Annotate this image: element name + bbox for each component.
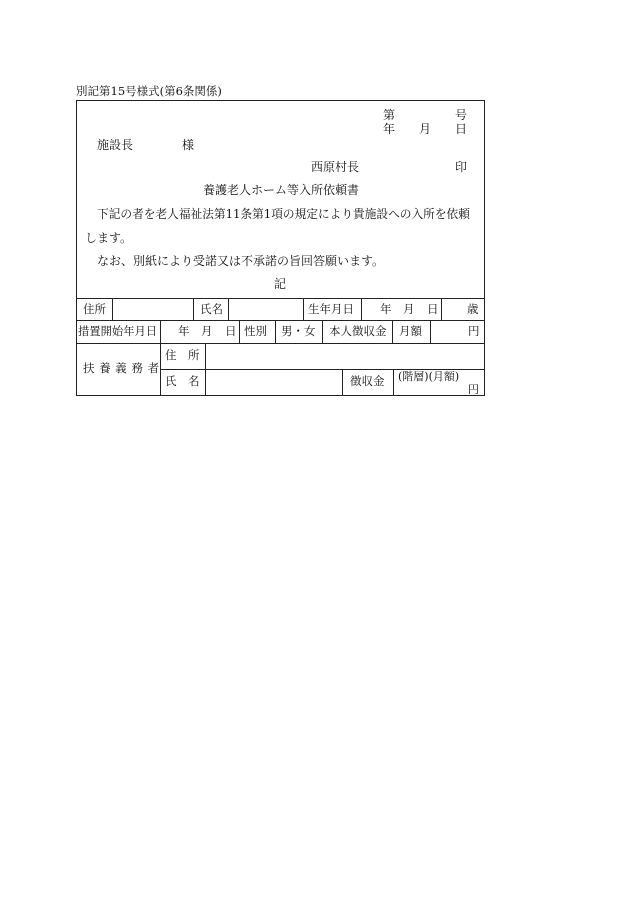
monthly-label: 月額 bbox=[399, 324, 422, 338]
addressee-honorific: 様 bbox=[182, 138, 195, 152]
birthdate-label: 生年月日 bbox=[308, 302, 354, 316]
start-month-label: 月 bbox=[201, 324, 213, 338]
yen-label: 円 bbox=[468, 324, 480, 338]
address-label: 住所 bbox=[83, 302, 106, 316]
body-text-line1: 下記の者を老人福祉法第11条第1項の規定により貴施設への入所を依頼 bbox=[97, 207, 470, 221]
document-number-suffix: 号 bbox=[455, 108, 468, 122]
ki-heading: 記 bbox=[274, 277, 287, 291]
sex-label: 性別 bbox=[244, 324, 267, 338]
sex-options: 男・女 bbox=[281, 324, 316, 338]
start-year-label: 年 bbox=[178, 324, 190, 338]
class-monthly-label: (階層)(月額) bbox=[398, 370, 460, 383]
date-month: 月 bbox=[419, 122, 432, 136]
sender: 西原村長 bbox=[311, 160, 360, 174]
document-title: 養護老人ホーム等入所依頼書 bbox=[203, 183, 360, 197]
body-text-line2: します。 bbox=[85, 231, 133, 245]
birth-year-label: 年 bbox=[380, 302, 392, 316]
supporter-name-label: 氏 名 bbox=[165, 374, 200, 388]
name-label: 氏名 bbox=[200, 302, 223, 316]
addressee: 施設長 bbox=[97, 138, 134, 152]
start-date-label: 措置開始年月日 bbox=[78, 325, 158, 338]
date-year: 年 bbox=[383, 122, 396, 136]
birth-day-label: 日 bbox=[427, 302, 439, 316]
date-day: 日 bbox=[455, 122, 468, 136]
supporter-yen-label: 円 bbox=[468, 383, 479, 396]
document-number-prefix: 第 bbox=[383, 108, 396, 122]
seal-mark: 印 bbox=[455, 160, 468, 174]
form-label: 別記第15号様式(第6条関係) bbox=[76, 84, 222, 98]
supporter-address-label: 住 所 bbox=[165, 348, 200, 362]
start-day-label: 日 bbox=[225, 324, 237, 338]
supporter-label: 扶 養 義 務 者 bbox=[83, 361, 160, 375]
request-form bbox=[76, 100, 485, 396]
birth-month-label: 月 bbox=[403, 302, 415, 316]
age-label: 歳 bbox=[467, 302, 479, 316]
body-text-line3: なお、別紙により受諾又は不承諾の旨回答願います。 bbox=[97, 254, 385, 268]
self-charge-label: 本人徴収金 bbox=[329, 324, 387, 338]
supporter-charge-label: 徴収金 bbox=[350, 374, 385, 388]
